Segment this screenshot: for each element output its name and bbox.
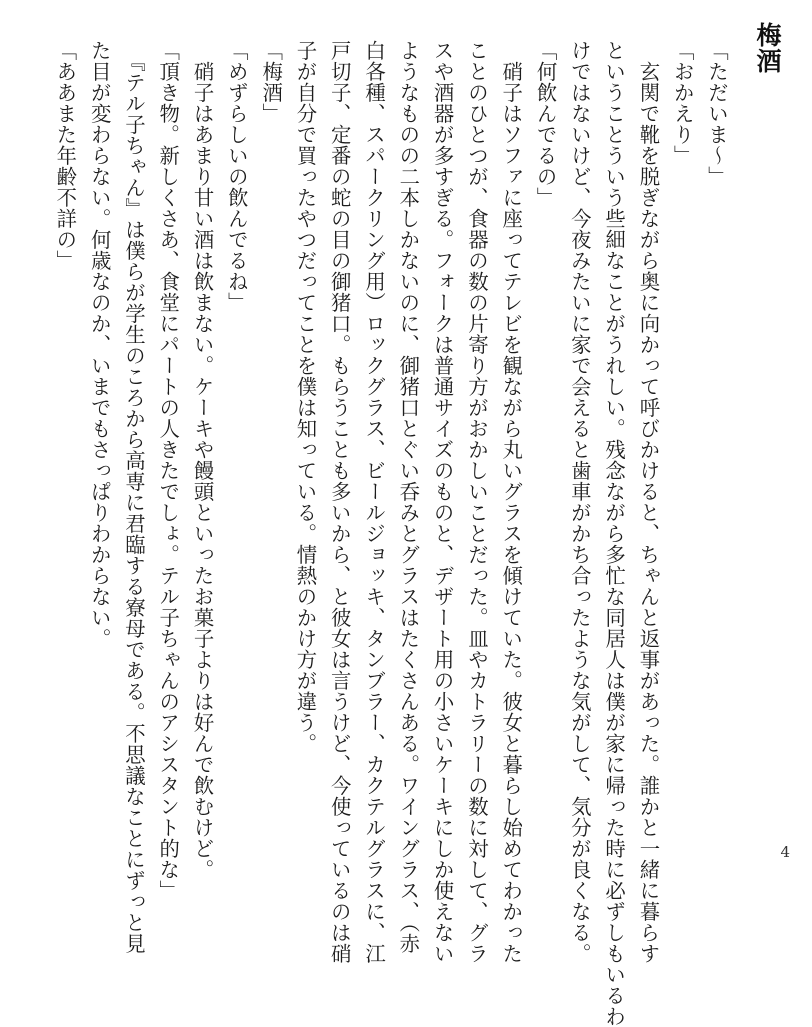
text-line: ようなものの二本しかないのに、御猪口とぐい呑みとグラスはたくさんある。ワイングラス、（赤 xyxy=(396,40,421,954)
text-line: 硝子はあまり甘い酒は飲まない。ケーキや饅頭といったお菓子よりは好んで飲むけど。 xyxy=(190,40,215,880)
text-line: ことのひとつが、食器の数の片寄り方がおかしいことだった。皿やカトラリーの数に対して、グラ xyxy=(464,40,489,964)
text-line: 「おかえり」 xyxy=(670,40,695,166)
text-line: ということういう些細なことがうれしい。残念ながら多忙な同居人は僕が家に帰った時に必ずしもいるわ xyxy=(602,40,627,1027)
text-line: けではないけど、今夜みたいに家で会えると歯車がかち合ったような気がして、気分が良くなる。 xyxy=(567,40,592,964)
text-line: 「ああまた年齢不詳の」 xyxy=(53,40,78,271)
text-line: 子が自分で買ったやつだってことを僕は知っている。情熱のかけ方が違う。 xyxy=(293,40,318,754)
text-line: 「何飲んでるの」 xyxy=(533,40,558,208)
text-line: た目が変わらない。何歳なのか、いまでもさっぱりわからない。 xyxy=(87,40,112,649)
chapter-title: 梅酒 xyxy=(753,22,782,74)
text-line: 戸切子、定番の蛇の目の御猪口。もらうことも多いから、と彼女は言うけど、今使っているのは硝 xyxy=(327,40,352,964)
text-line: 「頂き物。新しくさあ、食堂にパートの人きたでしょ。テル子ちゃんのアシスタント的な」 xyxy=(156,40,181,901)
page-number: 4 xyxy=(780,843,790,861)
text-line: 白各種、スパークリング用）ロックグラス、ビールジョッキ、タンブラー、カクテルグラスに、江 xyxy=(362,40,387,964)
text-line: 「梅酒」 xyxy=(259,40,284,124)
text-line: 「めずらしいの飲んでるね」 xyxy=(224,40,249,313)
text-line: 玄関で靴を脱ぎながら奥に向かって呼びかけると、ちゃんと返事があった。誰かと一緒に暮らす xyxy=(636,40,661,964)
text-line: 『テル子ちゃん』は僕らが学生のころから高専に君臨する寮母である。不思議なことにずっと見 xyxy=(121,40,146,954)
text-line: 硝子はソファに座ってテレビを観ながら丸いグラスを傾けていた。彼女と暮らし始めてわかった xyxy=(499,40,524,964)
text-line: スや酒器が多すぎる。フォークは普通サイズのものと、デザート用の小さいケーキにしか使えない xyxy=(430,40,455,964)
body-text xyxy=(48,40,734,1027)
text-line: 「ただいま〜」 xyxy=(705,40,729,187)
